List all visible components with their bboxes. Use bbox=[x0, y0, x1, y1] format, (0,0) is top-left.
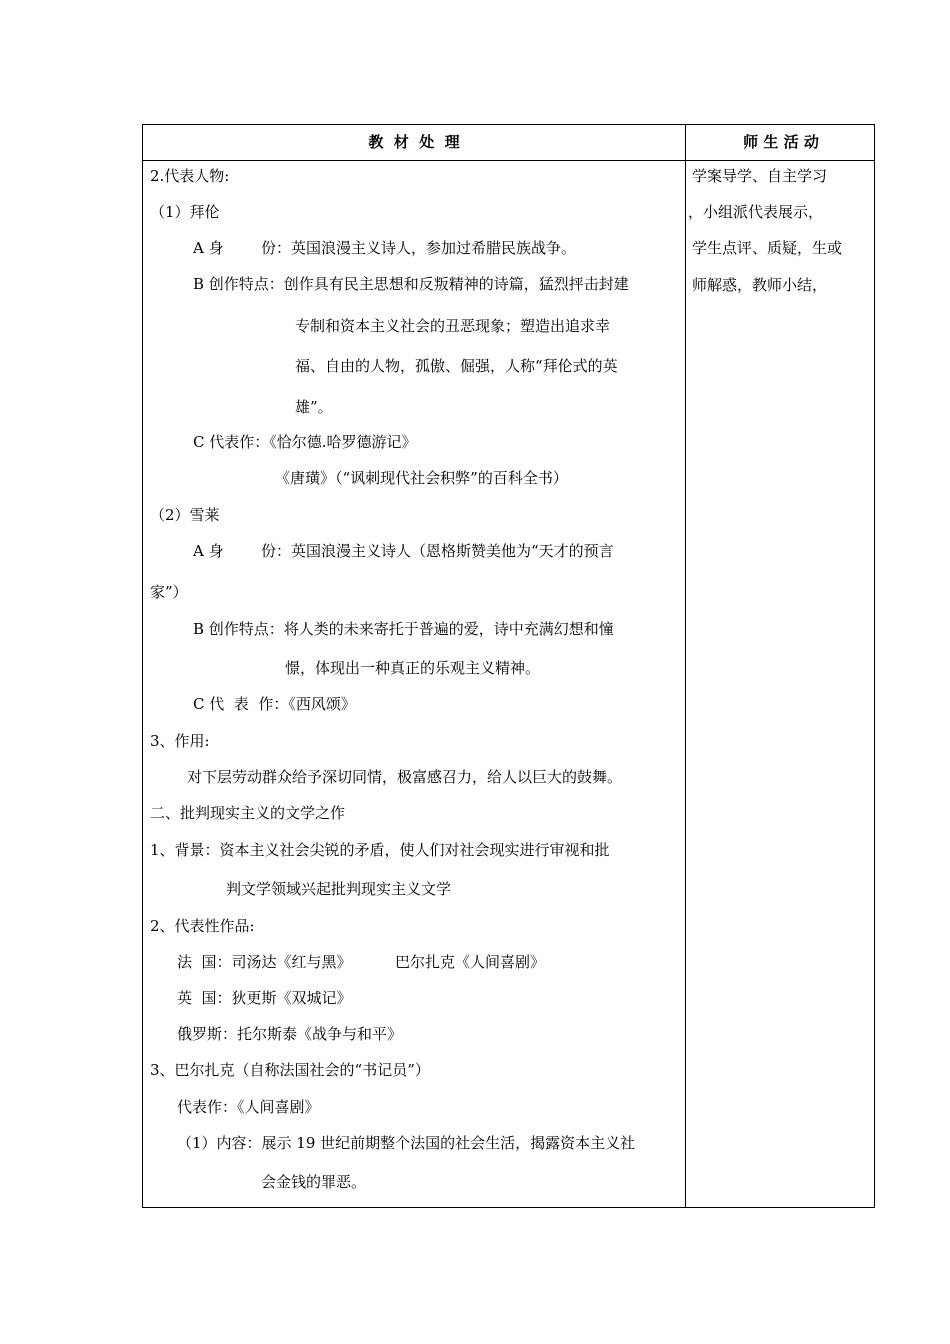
activity-line: 学案导学、自主学习 bbox=[692, 167, 828, 185]
text-line: 3、巴尔扎克（自称法国社会的“书记员”） bbox=[150, 1061, 430, 1079]
text-line: 家”） bbox=[150, 583, 188, 601]
activity-line: 师解惑，教师小结， bbox=[692, 276, 828, 294]
text-line: 巴尔扎克《人间喜剧》 bbox=[395, 953, 546, 971]
text-line: 1、背景：资本主义社会尖锐的矛盾，使人们对社会现实进行审视和批 bbox=[150, 841, 610, 859]
text-line: 判文学领域兴起批判现实主义文学 bbox=[226, 880, 452, 898]
text-line: C 代 表 作：《西风颂》 bbox=[193, 695, 356, 713]
text-line: A 身 bbox=[193, 542, 224, 560]
text-line: 英 国：狄更斯《双城记》 bbox=[177, 989, 352, 1007]
text-line: 2.代表人物: bbox=[150, 167, 230, 185]
text-line: （2）雪莱 bbox=[150, 506, 220, 524]
header-material-processing: 教 材 处 理 bbox=[368, 133, 460, 151]
text-line: 会金钱的罪恶。 bbox=[261, 1173, 367, 1191]
text-line: 法 国：司汤达《红与黑》 bbox=[177, 953, 352, 971]
header-divider bbox=[143, 160, 874, 161]
text-line: 份：英国浪漫主义诗人（恩格斯赞美他为“天才的预言 bbox=[261, 542, 614, 560]
text-line: （1）拜伦 bbox=[150, 203, 220, 221]
text-line: 福、自由的人物，孤傲、倔强，人称“拜伦式的英 bbox=[295, 357, 618, 375]
text-line: 专制和资本主义社会的丑恶现象；塑造出追求幸 bbox=[295, 317, 611, 335]
text-line: 二、批判现实主义的文学之作 bbox=[150, 804, 346, 822]
text-line: 俄罗斯：托尔斯泰《战争与和平》 bbox=[177, 1025, 403, 1043]
text-line: 对下层劳动群众给予深切同情，极富感召力，给人以巨大的鼓舞。 bbox=[187, 768, 623, 786]
text-line: 3、作用: bbox=[150, 732, 210, 750]
activity-line: 学生点评、质疑，生或 bbox=[692, 239, 843, 257]
text-line: B 创作特点：创作具有民主思想和反叛精神的诗篇，猛烈抨击封建 bbox=[193, 275, 629, 293]
text-line: C 代表作：《恰尔德.哈罗德游记》 bbox=[193, 433, 417, 451]
activity-line: ，小组派代表展示， bbox=[688, 203, 824, 221]
column-divider bbox=[685, 125, 686, 1207]
text-line: B 创作特点：将人类的未来寄托于普遍的爱，诗中充满幻想和憧 bbox=[193, 620, 614, 638]
text-line: 代表作：《人间喜剧》 bbox=[177, 1098, 320, 1116]
text-line: 憬，体现出一种真正的乐观主义精神。 bbox=[285, 659, 541, 677]
text-line: （1）内容：展示 19 世纪前期整个法国的社会生活，揭露资本主义社 bbox=[177, 1134, 636, 1152]
text-line: 2、代表性作品: bbox=[150, 917, 255, 935]
text-line: 份：英国浪漫主义诗人，参加过希腊民族战争。 bbox=[261, 239, 577, 257]
text-line: 雄”。 bbox=[295, 398, 333, 416]
header-teacher-student-activity: 师 生 活 动 bbox=[743, 133, 819, 151]
text-line: 《唐璜》（“讽刺现代社会积弊”的百科全书） bbox=[275, 469, 568, 487]
text-line: A 身 bbox=[193, 239, 224, 257]
